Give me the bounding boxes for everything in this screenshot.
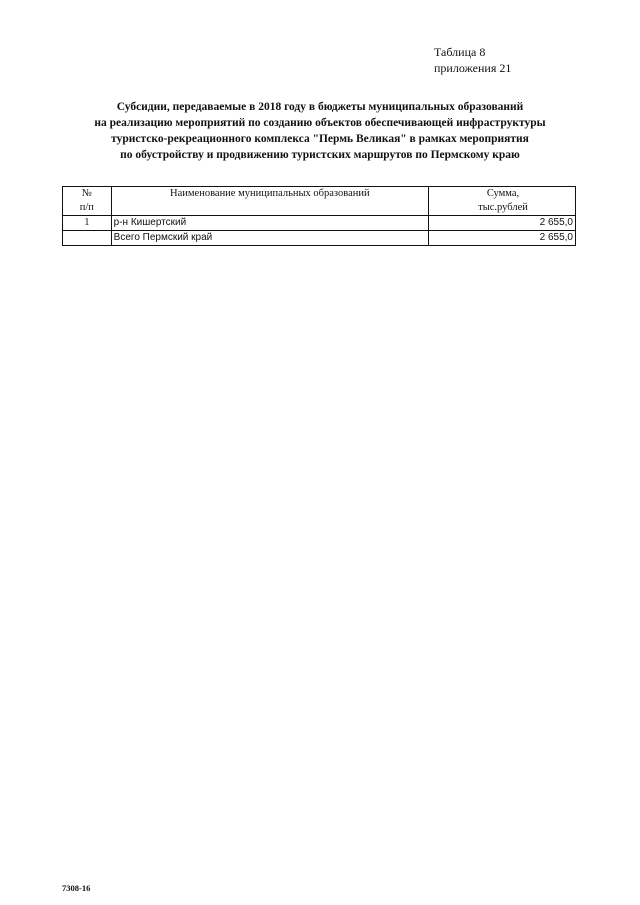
subsidy-amount: 2 655,0 [428,216,575,231]
title-line-4: по обустройству и продвижению туристских маршрутов по Пермскому краю [120,149,520,161]
table-row [63,216,576,231]
total-label: Всего Пермский край [111,231,428,246]
subsidy-table [62,186,576,246]
document-code: 7308-16 [62,883,91,893]
title-line-3: туристско-рекреационного комплекса "Пермь Великая" в рамках мероприятия [111,133,529,145]
appendix-reference: приложения 21 [434,61,512,75]
table-caption [434,44,511,76]
header-name: Наименование муниципальных образований [111,187,428,216]
title-line-1: Субсидии, передаваемые в 2018 году в бюджеты муниципальных образований [116,101,524,113]
row-number [63,231,112,246]
row-number: 1 [63,216,112,231]
header-number: № п/п [63,187,112,216]
municipality-name: р-н Кишертский [111,216,428,231]
table-row-total [63,231,576,246]
document-title [60,99,580,163]
table-number: Таблица 8 [434,45,486,59]
title-line-2: на реализацию мероприятий по созданию объектов обеспечивающей инфраструктуры [94,117,546,129]
header-sum: Сумма, тыс.рублей [428,187,575,216]
table-header-row [63,187,576,216]
total-amount: 2 655,0 [428,231,575,246]
